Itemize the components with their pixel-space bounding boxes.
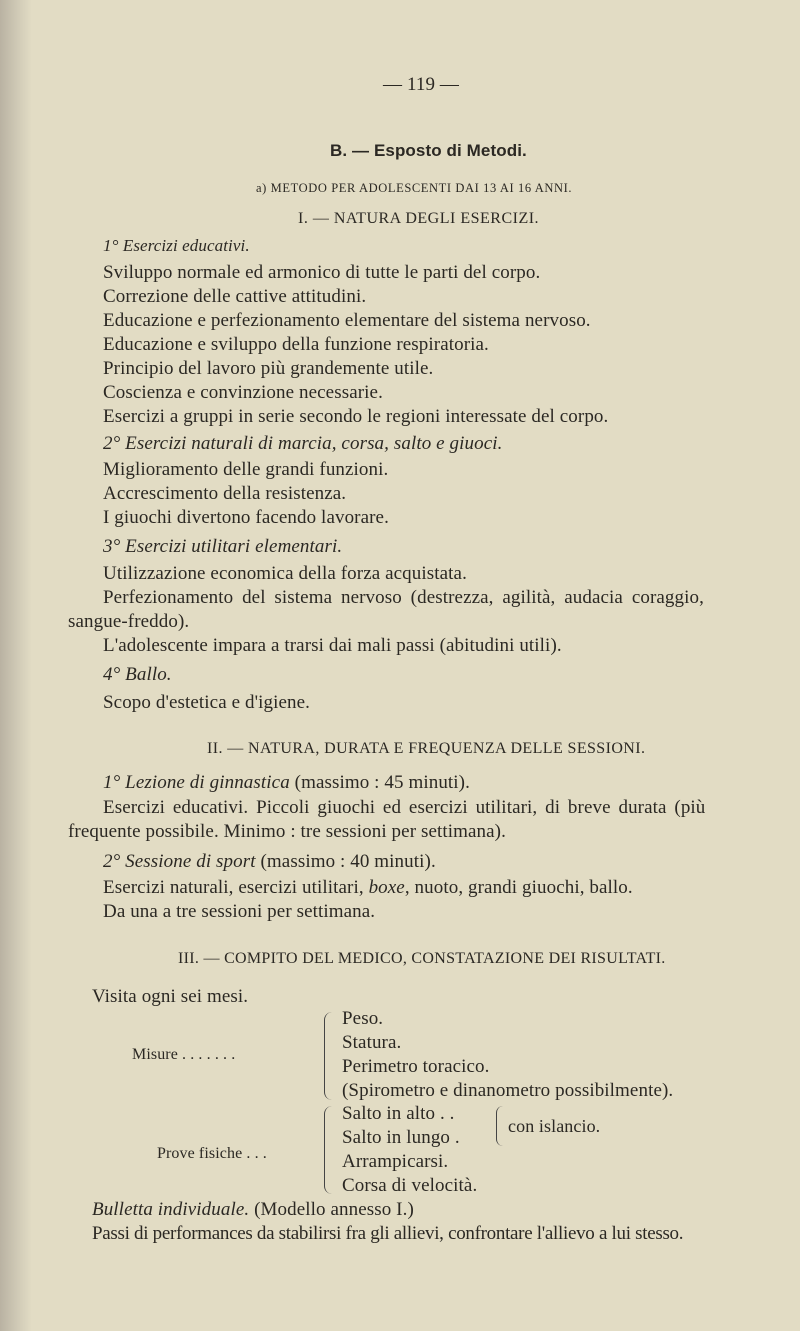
misure-item: Perimetro toracico. xyxy=(342,1056,490,1077)
part1-s3-line: sangue-freddo). xyxy=(68,611,190,632)
prove-item: Corsa di velocità. xyxy=(342,1175,478,1196)
bulletin-italic: Bulletta individuale. xyxy=(92,1199,250,1220)
part2-s2-title-rest: (massimo : 40 minuti). xyxy=(255,851,436,872)
misure-item: Peso. xyxy=(342,1008,384,1029)
part2-heading: II. — NATURA, DURATA E FREQUENZA DELLE SESSIONI. xyxy=(207,740,646,757)
islancio-brace xyxy=(496,1106,503,1146)
part2-s2-title-italic: 2° Sessione di sport xyxy=(103,851,256,872)
part1-s1-line: Esercizi a gruppi in serie secondo le regioni interessate del corpo. xyxy=(103,406,609,427)
part1-heading: I. — NATURA DEGLI ESERCIZI. xyxy=(298,210,540,227)
part1-s2-title: 2° Esercizi naturali di marcia, corsa, salto e giuoci. xyxy=(103,433,503,454)
part1-s1-line: Principio del lavoro più grandemente utile. xyxy=(103,358,434,379)
final-line: Passi di performances da stabilirsi fra gli allievi, confrontare l'allievo a lui stesso. xyxy=(92,1223,684,1244)
page-number: — 119 — xyxy=(383,74,459,95)
part1-s1-line: Sviluppo normale ed armonico di tutte le parti del corpo. xyxy=(103,262,541,283)
part1-s3-line: L'adolescente impara a trarsi dai mali passi (abitudini utili). xyxy=(103,635,562,656)
part2-s2-title xyxy=(103,851,436,873)
bulletin-line xyxy=(92,1199,414,1221)
part1-s2-line: Accrescimento della resistenza. xyxy=(103,483,347,504)
part2-s2-line xyxy=(103,877,633,899)
part1-s2-line: Miglioramento delle grandi funzioni. xyxy=(103,459,389,480)
section-heading: B. — Esposto di Metodi. xyxy=(330,141,527,160)
part1-s3-line: Utilizzazione economica della forza acquistata. xyxy=(103,563,467,584)
part3-heading: III. — COMPITO DEL MEDICO, CONSTATAZIONE DEI RISULTATI. xyxy=(178,950,666,967)
bulletin-rest: (Modello annesso I.) xyxy=(249,1199,414,1220)
con-islancio: con islancio. xyxy=(508,1116,601,1136)
misure-brace xyxy=(324,1012,333,1100)
part1-s1-line: Correzione delle cattive attitudini. xyxy=(103,286,367,307)
prove-item: Salto in alto . . xyxy=(342,1103,455,1124)
prove-item: Arrampicarsi. xyxy=(342,1151,449,1172)
misure-item: (Spirometro e dinanometro possibilmente). xyxy=(342,1080,674,1101)
part1-s2-line: I giuochi divertono facendo lavorare. xyxy=(103,507,389,528)
part1-s1-line: Educazione e perfezionamento elementare del sistema nervoso. xyxy=(103,310,591,331)
text-segment: Esercizi naturali, esercizi utilitari, xyxy=(103,877,369,898)
prove-item: Salto in lungo . xyxy=(342,1127,460,1148)
misure-label: Misure . . . . . . . xyxy=(132,1046,236,1063)
subtitle: a) METODO PER ADOLESCENTI DAI 13 AI 16 ANNI. xyxy=(256,181,573,195)
text-segment-italic: boxe xyxy=(368,877,405,898)
part1-s1-line: Coscienza e convinzione necessarie. xyxy=(103,382,383,403)
misure-item: Statura. xyxy=(342,1032,402,1053)
part2-s1-line: frequente possibile. Minimo : tre sessioni per settimana). xyxy=(68,821,506,842)
part1-s4-line: Scopo d'estetica e d'igiene. xyxy=(103,692,310,713)
part2-s2-line: Da una a tre sessioni per settimana. xyxy=(103,901,376,922)
part2-s1-title-italic: 1° Lezione di ginnastica xyxy=(103,772,290,793)
part1-s3-line: Perfezionamento del sistema nervoso (destrezza, agilità, audacia coraggio, xyxy=(103,587,704,608)
part1-s1-line: Educazione e sviluppo della funzione respiratoria. xyxy=(103,334,489,355)
text-segment: , nuoto, grandi giuochi, ballo. xyxy=(404,877,633,898)
page-binding-shadow xyxy=(0,0,32,1331)
prove-brace xyxy=(324,1106,333,1194)
part1-s3-title: 3° Esercizi utilitari elementari. xyxy=(103,536,343,557)
prove-label: Prove fisiche . . . xyxy=(157,1145,267,1162)
part3-visit: Visita ogni sei mesi. xyxy=(92,986,249,1007)
part1-s1-title: 1° Esercizi educativi. xyxy=(103,236,250,255)
part2-s1-line: Esercizi educativi. Piccoli giuochi ed esercizi utilitari, di breve durata (più xyxy=(103,797,706,818)
part2-s1-title xyxy=(103,772,470,794)
part1-s4-title: 4° Ballo. xyxy=(103,664,172,685)
part2-s1-title-rest: (massimo : 45 minuti). xyxy=(289,772,470,793)
